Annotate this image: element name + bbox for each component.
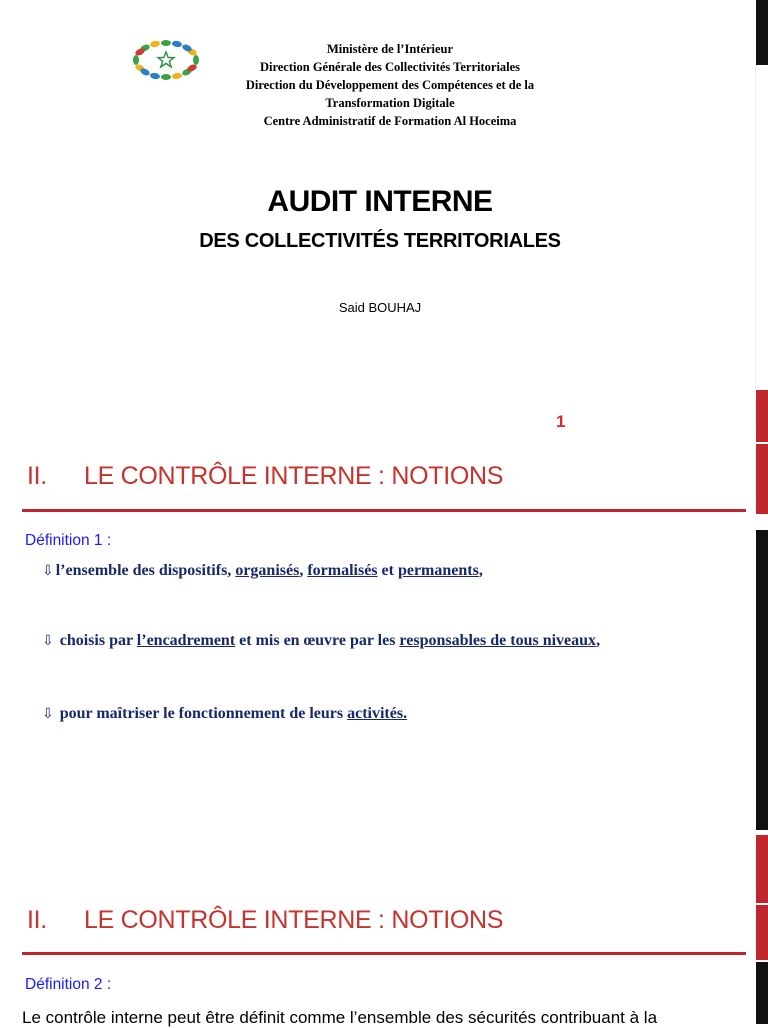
bullet-fragment: , [478, 562, 483, 579]
down-arrow-icon: ⇩ [42, 706, 54, 722]
page-number: 1 [556, 412, 566, 431]
edge-bar-red-3 [756, 835, 768, 903]
underlined-term: l’encadrement [136, 632, 236, 649]
section-number: II. [27, 462, 47, 490]
underlined-term: formalisés [307, 562, 378, 579]
edge-bar-black-mid [756, 530, 768, 830]
section-heading-2 [27, 906, 503, 935]
edge-bar-red-1 [756, 390, 768, 442]
header-line-5: Centre Administratif de Formation Al Hoceima [263, 114, 517, 128]
header-line-3: Direction du Développement des Compétences et de la [245, 78, 535, 92]
definition-label-2: Définition 2 : [25, 976, 112, 993]
edge-bar-red-4 [756, 905, 768, 960]
underlined-term: responsables de tous niveaux [399, 632, 597, 649]
definition-bullet-3 [42, 705, 407, 723]
edge-bar-black-top [756, 0, 768, 65]
down-arrow-icon: ⇩ [42, 563, 54, 579]
down-arrow-icon: ⇩ [42, 633, 54, 649]
bullet-text [56, 705, 407, 722]
edge-bar-red-2 [756, 444, 768, 514]
section-number: II. [27, 906, 47, 934]
author-name: Said BOUHAJ [338, 300, 422, 315]
section-divider-1 [22, 509, 746, 512]
institution-header [190, 40, 590, 130]
document-subtitle: DES COLLECTIVITÉS TERRITORIALES [199, 230, 561, 252]
definition-bullet-1 [42, 562, 483, 580]
document-title: AUDIT INTERNE [267, 185, 493, 218]
underlined-term: activités. [347, 705, 408, 722]
section-title: LE CONTRÔLE INTERNE : NOTIONS [84, 462, 504, 490]
header-line-2: Direction Générale des Collectivités Territoriales [259, 60, 521, 74]
definition-label-1: Définition 1 : [25, 532, 112, 549]
bullet-fragment: et mis en œuvre par les [235, 632, 400, 649]
bullet-fragment: , [596, 632, 601, 649]
bullet-fragment: , [299, 562, 308, 579]
definition-bullet-2 [42, 632, 600, 650]
definition-2-body: Le contrôle interne peut être définit comme l’ensemble des sécurités contribuant à la [22, 1008, 658, 1027]
bullet-fragment: l’ensemble des dispositifs, [55, 562, 236, 579]
bullet-fragment: et [377, 562, 398, 579]
header-line-4: Transformation Digitale [325, 96, 455, 110]
header-line-1: Ministère de l’Intérieur [326, 42, 454, 56]
underlined-term: permanents [397, 562, 479, 579]
section-heading-1 [27, 462, 503, 491]
section-divider-2 [22, 952, 746, 955]
section-title: LE CONTRÔLE INTERNE : NOTIONS [84, 906, 504, 934]
underlined-term: organisés [235, 562, 300, 579]
bullet-text [56, 632, 600, 649]
edge-bar-white [755, 65, 768, 390]
bullet-fragment: pour maîtriser le fonctionnement de leurs [55, 705, 348, 722]
bullet-text [56, 562, 483, 579]
bullet-fragment: choisis par [55, 632, 137, 649]
